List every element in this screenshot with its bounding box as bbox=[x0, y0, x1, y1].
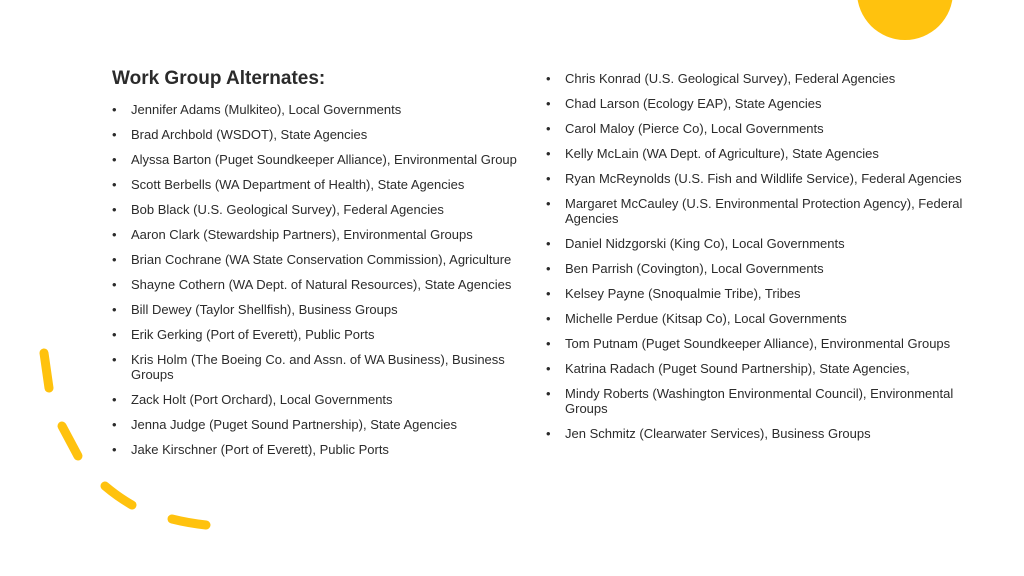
dash-arc-segment bbox=[44, 353, 49, 388]
list-item: • Margaret McCauley (U.S. Environmental Protection Agency), Federal Agencies bbox=[546, 196, 986, 226]
dash-arc-segment bbox=[105, 486, 132, 505]
list-item: • Mindy Roberts (Washington Environmental Council), Environmental Groups bbox=[546, 386, 986, 416]
page-title: Work Group Alternates: bbox=[112, 68, 326, 89]
list-item: • Jenna Judge (Puget Sound Partnership), State Agencies bbox=[112, 417, 537, 432]
list-item: • Shayne Cothern (WA Dept. of Natural Resources), State Agencies bbox=[112, 277, 537, 292]
list-item: • Brian Cochrane (WA State Conservation Commission), Agriculture bbox=[112, 252, 537, 267]
list-item: • Katrina Radach (Puget Sound Partnership), State Agencies, bbox=[546, 361, 986, 376]
list-item: • Scott Berbells (WA Department of Health), State Agencies bbox=[112, 177, 537, 192]
list-item: • Ryan McReynolds (U.S. Fish and Wildlife Service), Federal Agencies bbox=[546, 171, 986, 186]
list-item: • Carol Maloy (Pierce Co), Local Governments bbox=[546, 121, 986, 136]
dash-arc-segment bbox=[172, 519, 206, 525]
list-item: • Bill Dewey (Taylor Shellfish), Business Groups bbox=[112, 302, 537, 317]
list-item: • Kelsey Payne (Snoqualmie Tribe), Tribes bbox=[546, 286, 986, 301]
list-item: • Daniel Nidzgorski (King Co), Local Governments bbox=[546, 236, 986, 251]
dash-arc-segment bbox=[62, 426, 78, 456]
list-item: • Jen Schmitz (Clearwater Services), Business Groups bbox=[546, 426, 986, 441]
list-item: • Chad Larson (Ecology EAP), State Agencies bbox=[546, 96, 986, 111]
list-item: • Aaron Clark (Stewardship Partners), Environmental Groups bbox=[112, 227, 537, 242]
list-item: • Kelly McLain (WA Dept. of Agriculture), State Agencies bbox=[546, 146, 986, 161]
list-item: • Kris Holm (The Boeing Co. and Assn. of WA Business), Business Groups bbox=[112, 352, 537, 382]
list-item: • Brad Archbold (WSDOT), State Agencies bbox=[112, 127, 537, 142]
alternates-list-left bbox=[112, 102, 537, 467]
list-item: • Alyssa Barton (Puget Soundkeeper Alliance), Environmental Group bbox=[112, 152, 537, 167]
list-item: • Ben Parrish (Covington), Local Governments bbox=[546, 261, 986, 276]
yellow-circle-shape bbox=[857, 0, 953, 40]
list-item: • Jake Kirschner (Port of Everett), Public Ports bbox=[112, 442, 537, 457]
list-item: • Bob Black (U.S. Geological Survey), Federal Agencies bbox=[112, 202, 537, 217]
alternates-list-right bbox=[546, 71, 986, 451]
list-item: • Chris Konrad (U.S. Geological Survey), Federal Agencies bbox=[546, 71, 986, 86]
list-item: • Jennifer Adams (Mulkiteo), Local Governments bbox=[112, 102, 537, 117]
list-item: • Erik Gerking (Port of Everett), Public Ports bbox=[112, 327, 537, 342]
list-item: • Michelle Perdue (Kitsap Co), Local Governments bbox=[546, 311, 986, 326]
list-item: • Zack Holt (Port Orchard), Local Governments bbox=[112, 392, 537, 407]
list-item: • Tom Putnam (Puget Soundkeeper Alliance), Environmental Groups bbox=[546, 336, 986, 351]
